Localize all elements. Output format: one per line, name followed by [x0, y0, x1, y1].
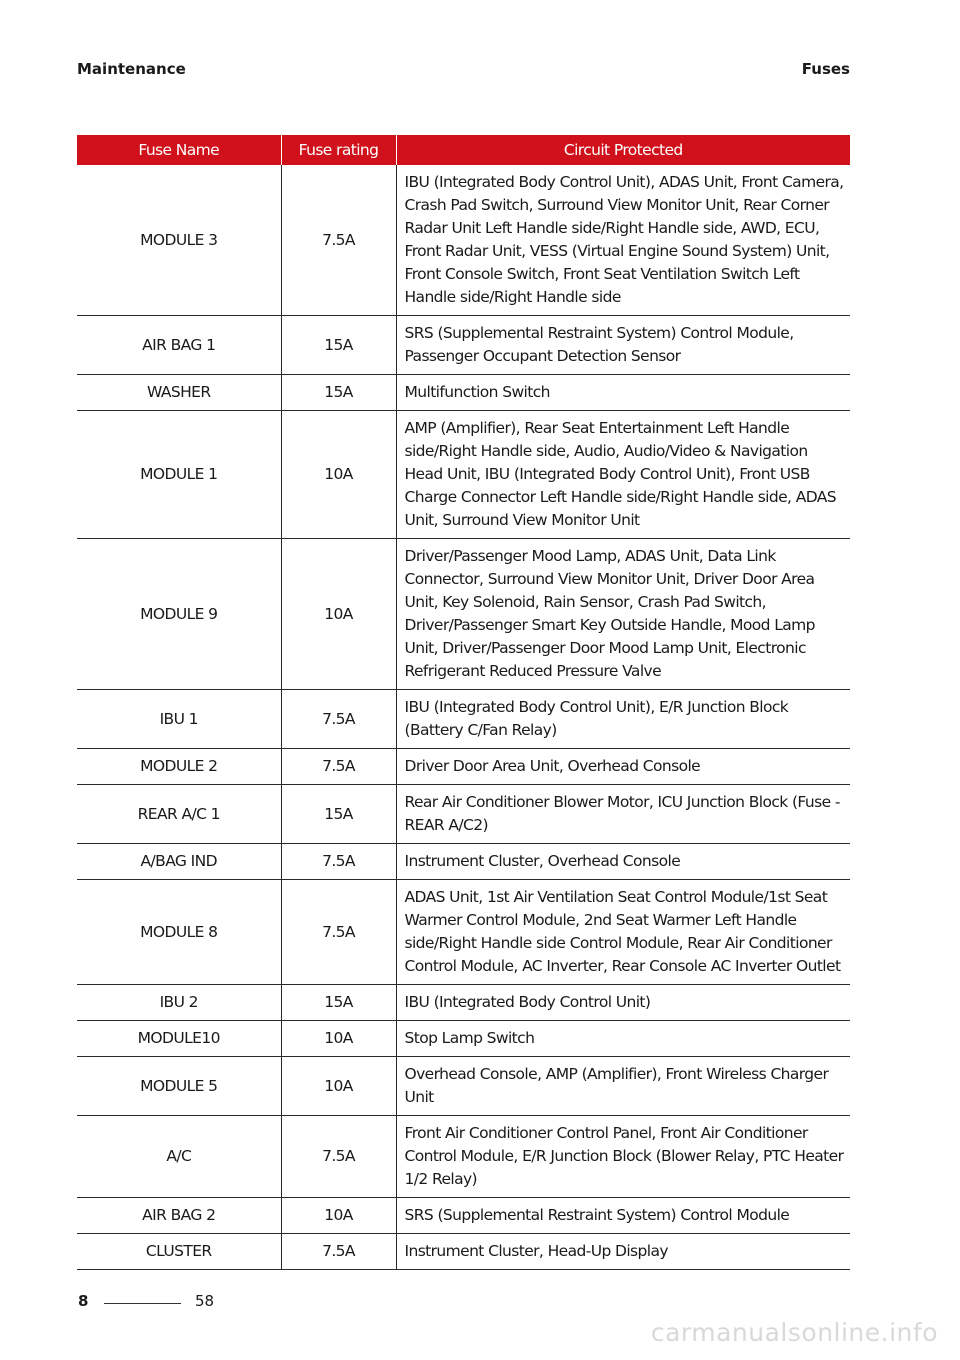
fuse-name-cell: MODULE 1 — [77, 411, 281, 539]
fuse-name-cell: MODULE10 — [77, 1021, 281, 1057]
circuit-cell: IBU (Integrated Body Control Unit), ADAS Unit, Front Camera, Crash Pad Switch, Surround View Monitor Unit, Rear Corner Radar Unit Left Handle side/Right Handle side, AWD, ECU, Front Radar Unit, VESS (Virtual Engine Sound System) Unit, Front Console Switch, Front Seat Ventilation Switch Left Handle side/Right Handle side — [396, 165, 850, 316]
column-header-fuse-name: Fuse Name — [77, 135, 281, 165]
fuse-rating-cell: 15A — [281, 985, 396, 1021]
fuse-rating-cell: 10A — [281, 539, 396, 690]
fuse-rating-cell: 7.5A — [281, 1234, 396, 1270]
circuit-cell: Overhead Console, AMP (Amplifier), Front Wireless Charger Unit — [396, 1057, 850, 1116]
watermark: carmanualsonline.info — [650, 1318, 938, 1347]
table-row — [77, 749, 850, 785]
table-row — [77, 1021, 850, 1057]
table-row — [77, 1057, 850, 1116]
circuit-cell: AMP (Amplifier), Rear Seat Entertainment Left Handle side/Right Handle side, Audio, Audio/Video & Navigation Head Unit, IBU (Integrated Body Control Unit), Front USB Charge Connector Left Handle side/Right Handle side, ADAS Unit, Surround View Monitor Unit — [396, 411, 850, 539]
circuit-cell: Rear Air Conditioner Blower Motor, ICU Junction Block (Fuse - REAR A/C2) — [396, 785, 850, 844]
fuse-name-cell: A/BAG IND — [77, 844, 281, 880]
fuse-rating-cell: 7.5A — [281, 749, 396, 785]
fuse-rating-cell: 10A — [281, 1198, 396, 1234]
table-row — [77, 1198, 850, 1234]
circuit-cell: Driver Door Area Unit, Overhead Console — [396, 749, 850, 785]
fuse-rating-cell: 15A — [281, 785, 396, 844]
table-row — [77, 1234, 850, 1270]
circuit-cell: IBU (Integrated Body Control Unit), E/R Junction Block (Battery C/Fan Relay) — [396, 690, 850, 749]
fuse-name-cell: AIR BAG 1 — [77, 316, 281, 375]
table-row — [77, 375, 850, 411]
circuit-cell: IBU (Integrated Body Control Unit) — [396, 985, 850, 1021]
fuse-rating-cell: 7.5A — [281, 880, 396, 985]
fuse-name-cell: AIR BAG 2 — [77, 1198, 281, 1234]
fuse-name-cell: MODULE 8 — [77, 880, 281, 985]
fuse-name-cell: MODULE 5 — [77, 1057, 281, 1116]
table-header-row — [77, 135, 850, 165]
fuse-name-cell: IBU 2 — [77, 985, 281, 1021]
fuse-name-cell: MODULE 9 — [77, 539, 281, 690]
fuse-rating-cell: 10A — [281, 411, 396, 539]
column-header-circuit-protected: Circuit Protected — [396, 135, 850, 165]
fuse-name-cell: IBU 1 — [77, 690, 281, 749]
fuse-rating-cell: 10A — [281, 1057, 396, 1116]
fuse-name-cell: CLUSTER — [77, 1234, 281, 1270]
table-row — [77, 165, 850, 316]
fuse-rating-cell: 7.5A — [281, 844, 396, 880]
fuse-rating-cell: 7.5A — [281, 690, 396, 749]
table-row — [77, 411, 850, 539]
footer-divider — [104, 1303, 181, 1304]
circuit-cell: Instrument Cluster, Overhead Console — [396, 844, 850, 880]
circuit-cell: ADAS Unit, 1st Air Ventilation Seat Control Module/1st Seat Warmer Control Module, 2nd Seat Warmer Left Handle side/Right Handle side Control Module, Rear Air Conditioner Control Module, AC Inverter, Rear Console AC Inverter Outlet — [396, 880, 850, 985]
fuse-rating-cell: 15A — [281, 375, 396, 411]
circuit-cell: Front Air Conditioner Control Panel, Front Air Conditioner Control Module, E/R Junction Block (Blower Relay, PTC Heater 1/2 Relay) — [396, 1116, 850, 1198]
fuse-name-cell: MODULE 3 — [77, 165, 281, 316]
chapter-number: 8 — [78, 1292, 89, 1310]
fuse-rating-cell: 15A — [281, 316, 396, 375]
table-row — [77, 880, 850, 985]
fuse-table — [77, 135, 850, 1270]
fuse-rating-cell: 7.5A — [281, 165, 396, 316]
circuit-cell: SRS (Supplemental Restraint System) Control Module, Passenger Occupant Detection Sensor — [396, 316, 850, 375]
section-title: Maintenance — [77, 60, 186, 78]
table-row — [77, 785, 850, 844]
circuit-cell: Multifunction Switch — [396, 375, 850, 411]
table-row — [77, 690, 850, 749]
table-row — [77, 539, 850, 690]
fuse-name-cell: REAR A/C 1 — [77, 785, 281, 844]
fuse-name-cell: MODULE 2 — [77, 749, 281, 785]
table-row — [77, 316, 850, 375]
table-row — [77, 985, 850, 1021]
circuit-cell: SRS (Supplemental Restraint System) Control Module — [396, 1198, 850, 1234]
topic-title: Fuses — [801, 60, 850, 78]
fuse-rating-cell: 7.5A — [281, 1116, 396, 1198]
table-row — [77, 844, 850, 880]
fuse-name-cell: A/C — [77, 1116, 281, 1198]
page-number: 58 — [195, 1292, 215, 1310]
circuit-cell: Instrument Cluster, Head-Up Display — [396, 1234, 850, 1270]
column-header-fuse-rating: Fuse rating — [281, 135, 396, 165]
circuit-cell: Driver/Passenger Mood Lamp, ADAS Unit, Data Link Connector, Surround View Monitor Unit, Driver Door Area Unit, Key Solenoid, Rain Sensor, Crash Pad Switch, Driver/Passenger Smart Key Outside Handle, Mood Lamp Unit, Driver/Passenger Door Mood Lamp Unit, Electronic Refrigerant Reduced Pressure Valve — [396, 539, 850, 690]
table-row — [77, 1116, 850, 1198]
fuse-rating-cell: 10A — [281, 1021, 396, 1057]
fuse-name-cell: WASHER — [77, 375, 281, 411]
circuit-cell: Stop Lamp Switch — [396, 1021, 850, 1057]
